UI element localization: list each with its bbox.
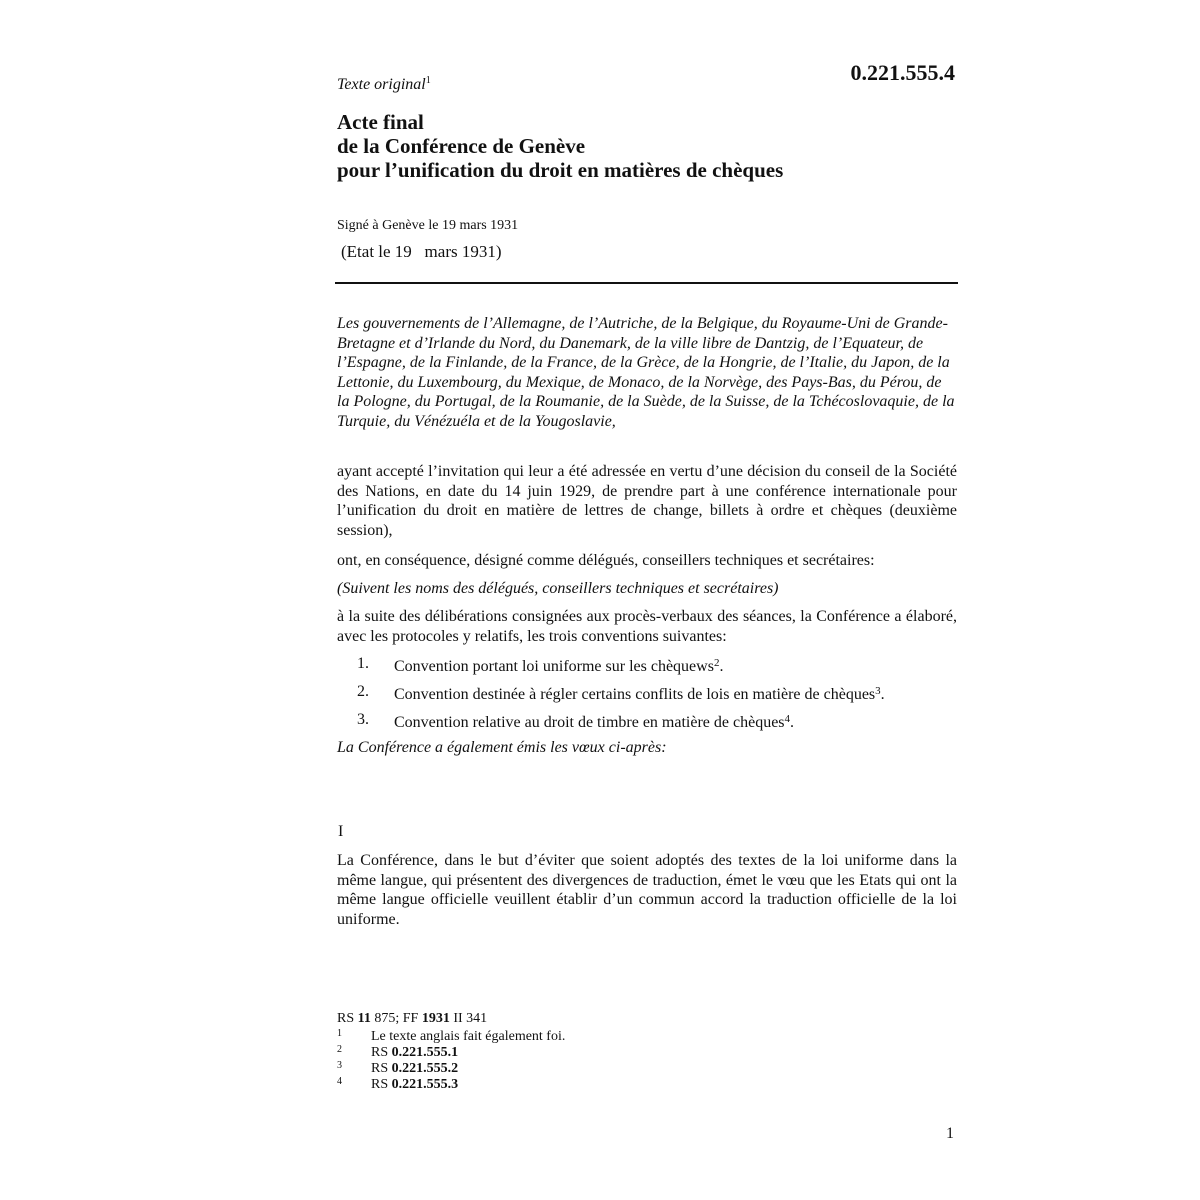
section-i-paragraph: La Conférence, dans le but d’éviter que soient adoptés des textes de la loi uniforme dans la même langue, qui présentent des divergences de traduction, émet le vœu que les Etats qui ont la même langue officielle veuillent établir d’un commun accord la traduction officielle de la loi uniforme.: [337, 852, 957, 928]
title-line-2: de la Conférence de Genève: [337, 134, 586, 158]
footnote-number: 1: [337, 1028, 342, 1039]
rs-reference: [337, 1011, 487, 1027]
footnote-text: [371, 1077, 458, 1093]
rs-page: 875; FF: [374, 1011, 419, 1026]
signature-date: Signé à Genève le 19 mars 1931: [337, 218, 519, 233]
list-item-text: [394, 654, 723, 677]
footnotes: [337, 1011, 566, 1093]
footnote-2: [337, 1045, 487, 1061]
list-item-number: 2.: [357, 683, 369, 700]
list-item-end: .: [719, 658, 724, 675]
list-item-text: [394, 710, 794, 733]
footnote-prefix: RS: [371, 1061, 392, 1076]
footnote-rs-number[interactable]: 0.221.555.1: [391, 1045, 459, 1060]
footnote-text: [371, 1061, 458, 1077]
footnote-rs-number[interactable]: 0.221.555.2: [391, 1061, 459, 1076]
rs-volume: 11: [357, 1011, 371, 1026]
ff-year: 1931: [421, 1011, 450, 1026]
footnote-1: [337, 1028, 566, 1045]
original-text-label: [337, 75, 431, 94]
title-line-1: Acte final: [337, 110, 424, 134]
footnote-text: Le texte anglais fait également foi.: [371, 1029, 566, 1044]
footnote-number: 4: [337, 1076, 342, 1087]
footnote-prefix: RS: [371, 1045, 392, 1060]
voeux-intro: La Conférence a également émis les vœux ci-après:: [337, 739, 667, 756]
footnote-ref-2[interactable]: 2: [713, 657, 720, 669]
page-number: 1: [946, 1125, 954, 1142]
footnote-ref-3[interactable]: 3: [875, 685, 881, 697]
header-divider: [335, 282, 958, 284]
list-item-text: [394, 682, 885, 705]
deliberations-paragraph: à la suite des délibérations consignées aux procès-verbaux des séances, la Conférence a élaboré, avec les protocoles y relatifs, les trois conventions suivantes:: [337, 608, 957, 645]
list-item-end: .: [880, 686, 885, 703]
footnote-4: [337, 1077, 487, 1093]
title-line-3: pour l’unification du droit en matières de chèques: [337, 158, 784, 182]
invitation-paragraph: ayant accepté l’invitation qui leur a été adressée en vertu d’une décision du conseil de la Société des Nations, en date du 14 juin 1929, de prendre part à une conférence internationale pour l’unification du droit en matière de lettres de change, billets à ordre et chèques (deuxième session),: [337, 463, 957, 539]
footnote-text: [371, 1045, 458, 1061]
ff-ref: II 341: [453, 1011, 488, 1026]
list-item-end: .: [790, 714, 795, 731]
delegates-paragraph: ont, en conséquence, désigné comme délégués, conseillers techniques et secrétaires:: [337, 552, 875, 569]
rs-prefix: RS: [337, 1011, 355, 1026]
status-date: (Etat le 19 mars 1931): [341, 242, 502, 261]
list-item-number: 1.: [357, 655, 369, 672]
convention-title: Convention destinée à régler certains conflits de lois en matière de chèques: [394, 686, 876, 703]
footnote-number: 3: [337, 1060, 342, 1071]
delegates-note: (Suivent les noms des délégués, conseillers techniques et secrétaires): [337, 580, 779, 597]
footnote-3: [337, 1061, 487, 1077]
footnote-ref-4[interactable]: 4: [784, 713, 791, 725]
footnote-ref-1[interactable]: 1: [425, 75, 431, 86]
document-number: 0.221.555.4: [850, 60, 955, 85]
footnote-number: 2: [337, 1044, 342, 1055]
convention-title: Convention portant loi uniforme sur les chèquews: [394, 658, 714, 675]
list-item-number: 3.: [357, 711, 369, 728]
document-title: [337, 110, 783, 182]
footnote-prefix: RS: [371, 1077, 392, 1092]
convention-title: Convention relative au droit de timbre en matière de chèques: [394, 714, 785, 731]
footnote-rs-number[interactable]: 0.221.555.3: [391, 1077, 459, 1092]
original-label: Texte original: [337, 76, 426, 93]
section-heading-i: I: [338, 823, 344, 840]
preamble-paragraph: Les gouvernements de l’Allemagne, de l’Autriche, de la Belgique, du Royaume-Uni de Grande-Bretagne et d’Irlande du Nord, du Danemark, de la ville libre de Dantzig, de l’Equateur, de l’Espagne, de la Finlande, de la France, de la Grèce, de la Hongrie, de l’Italie, du Japon, de la Lettonie, du Luxembourg, du Mexique, de Monaco, de la Norvège, des Pays-Bas, du Pérou, de la Pologne, du Portugal, de la Roumanie, de la Suède, de la Suisse, de la Tchécoslovaquie, de la Turquie, du Vénézuéla et de la Yougoslavie,: [337, 315, 955, 430]
